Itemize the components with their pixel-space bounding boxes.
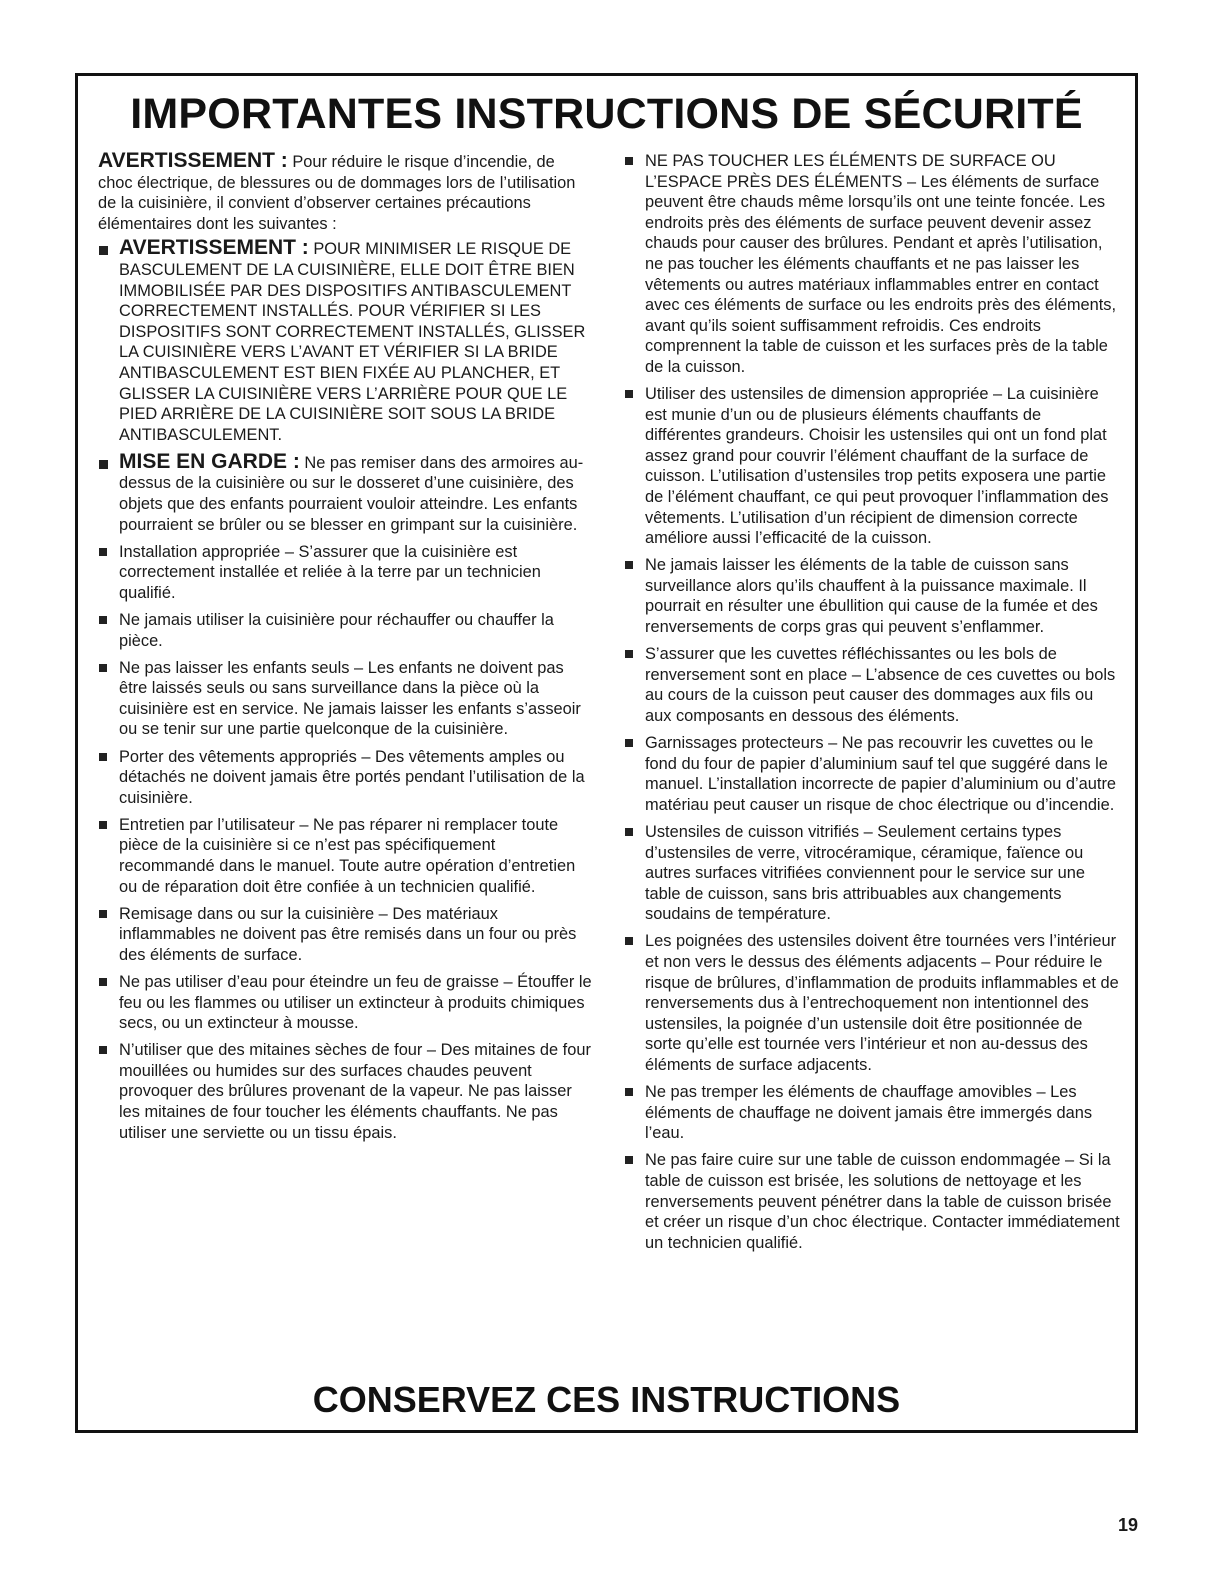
safety-box	[75, 73, 1138, 1433]
list-item: Ne pas faire cuire sur une table de cuisson endommagée – Si la table de cuisson est brisée, les solutions de nettoyage et les renversements peuvent pénétrer dans la table de cuisson brisée et créer un risque d’un choc électrique. Contacter immédiatement un technicien qualifié.	[624, 1150, 1120, 1253]
list-item: S’assurer que les cuvettes réfléchissantes ou les bols de renversement sont en place – L’absence de ces cuvettes ou bols au cours de la cuisson peut causer des dommages aux fils ou aux composants en dessous des éléments.	[624, 644, 1120, 726]
footer-title: CONSERVEZ CES INSTRUCTIONS	[312, 1379, 901, 1420]
bullet-icon	[99, 910, 107, 918]
bullet-icon	[625, 390, 633, 398]
intro-paragraph	[98, 151, 592, 234]
list-item: Installation appropriée – S’assurer que la cuisinière est correctement installée et reliée à la terre par un technicien qualifié.	[98, 542, 592, 604]
bullet-icon	[625, 1156, 633, 1164]
bullet-icon	[625, 1088, 633, 1096]
page-number: 19	[1118, 1515, 1139, 1535]
bullet-icon	[625, 739, 633, 747]
list-item: Entretien par l’utilisateur – Ne pas réparer ni remplacer toute pièce de la cuisinière si ce n’est pas spécifiquement recommandé dans le manuel. Toute autre opération d’entretien ou de réparation doit être confiée à un technicien qualifié.	[98, 815, 592, 897]
bullet-icon	[99, 821, 107, 829]
left-bullet-list	[98, 238, 592, 1143]
list-item: Ne jamais laisser les éléments de la table de cuisson sans surveillance alors qu’ils chauffent à la puissance maximale. Il pourrait en résulter une ébullition qui cause de la fumée et des renversements de corps gras qui peuvent s’enflammer.	[624, 555, 1120, 637]
intro-text: Pour réduire le risque d’incendie, de choc électrique, de blessures ou de dommages lors de l’utilisation de la cuisinière, il convient d’observer certaines précautions élémentaires dont les suivantes :	[98, 153, 576, 233]
list-item: Utiliser des ustensiles de dimension appropriée – La cuisinière est munie d’un ou de plusieurs éléments chauffants de différentes grandeurs. Choisir les ustensiles qui ont un fond plat assez grand pour couvrir l’élément chauffant de la surface de cuisson. L’utilisation d’ustensiles trop petits exposera une partie de l’élément chauffant, ce qui peut provoquer l’inflammation des vêtements. L’utilisation d’un récipient de dimension correcte améliore aussi l’efficacité de la cuisson.	[624, 384, 1120, 549]
bullet-icon	[99, 548, 107, 556]
bullet-icon	[99, 246, 108, 255]
list-item: Ne pas tremper les éléments de chauffage amovibles – Les éléments de chauffage ne doivent jamais être immergés dans l’eau.	[624, 1082, 1120, 1144]
list-item: AVERTISSEMENT : POUR MINIMISER LE RISQUE DE BASCULEMENT DE LA CUISINIÈRE, ELLE DOIT ÊTRE BIEN IMMOBILISÉE PAR DES DISPOSITIFS ANTIBASCULEMENT CORRECTEMENT INSTALLÉS. POUR VÉRIFIER SI LES DISPOSITIFS SONT CORRECTEMENT INSTALLÉS, GLISSER LA CUISINIÈRE VERS L’AVANT ET VÉRIFIER SI LA BRIDE ANTIBASCULEMENT EST BIEN FIXÉE AU PLANCHER, ET GLISSER LA CUISINIÈRE VERS L’ARRIÈRE POUR QUE LE PIED ARRIÈRE DE LA CUISINIÈRE SOIT SOUS LA BRIDE ANTIBASCULEMENT.	[98, 238, 592, 445]
bullet-icon	[99, 1046, 107, 1054]
list-item: Les poignées des ustensiles doivent être tournées vers l’intérieur et non vers le dessus des éléments adjacents – Pour réduire le risque de brûlures, d’inflammation de produits inflammables et de renversements dus à l’entrechoquement non intentionnel des ustensiles, la poignée d’un ustensile doit être positionnée de sorte qu’elle est tournée vers l’intérieur et non au-dessus des éléments de surface adjacents.	[624, 931, 1120, 1075]
list-item: MISE EN GARDE : Ne pas remiser dans des armoires au-dessus de la cuisinière ou sur le dosseret d’une cuisinière, des objets que des enfants pourraient vouloir atteindre. Les enfants pourraient se brûler ou se blesser en grimpant sur la cuisinière.	[98, 452, 592, 535]
bullet-icon	[625, 650, 633, 658]
bullet-icon	[625, 937, 633, 945]
list-item: Ne jamais utiliser la cuisinière pour réchauffer ou chauffer la pièce.	[98, 610, 592, 651]
list-item: Remisage dans ou sur la cuisinière – Des matériaux inflammables ne doivent pas être remisés dans un four ou près des éléments de surface.	[98, 904, 592, 966]
list-item: Ne pas laisser les enfants seuls – Les enfants ne doivent pas être laissés seuls ou sans surveillance dans la pièce où la cuisinière est en service. Ne jamais laisser les enfants s’asseoir ou se tenir sur une partie quelconque de la cuisinière.	[98, 658, 592, 740]
bullet-icon	[625, 828, 633, 836]
right-column	[624, 151, 1120, 1260]
list-item: Porter des vêtements appropriés – Des vêtements amples ou détachés ne doivent jamais être portés pendant l’utilisation de la cuisinière.	[98, 747, 592, 809]
bullet-icon	[99, 616, 107, 624]
list-item: Ne pas utiliser d’eau pour éteindre un feu de graisse – Étouffer le feu ou les flammes ou utiliser un extincteur à produits chimiques secs, ou un extincteur à mousse.	[98, 972, 592, 1034]
left-column	[98, 151, 592, 1150]
bullet-icon	[99, 664, 107, 672]
list-item: NE PAS TOUCHER LES ÉLÉMENTS DE SURFACE OU L’ESPACE PRÈS DES ÉLÉMENTS – Les éléments de surface peuvent être chauds même lorsqu’ils ont une teinte foncée. Les endroits près des éléments de surface peuvent devenir assez chauds pour causer des brûlures. Pendant et après l’utilisation, ne pas toucher les éléments chauffants et ne pas laisser les vêtements ou autres matériaux inflammables entrer en contact avec ces éléments de surface ou les endroits près des éléments, avant qu’ils soient suffisamment refroidis. Ces endroits comprennent la table de cuisson et les surfaces près de la table de la cuisson.	[624, 151, 1120, 378]
intro-lead: AVERTISSEMENT :	[98, 149, 288, 172]
bullet-icon	[625, 561, 633, 569]
right-bullet-list	[624, 151, 1120, 1253]
bullet-icon	[99, 460, 108, 469]
list-item: Ustensiles de cuisson vitrifiés – Seulement certains types d’ustensiles de verre, vitrocéramique, céramique, faïence ou autres surfaces vitrifiées conviennent pour le service sur une table de cuisson, sans bris attribuables aux changements soudains de température.	[624, 822, 1120, 925]
list-item: N’utiliser que des mitaines sèches de four – Des mitaines de four mouillées ou humides sur des surfaces chaudes peuvent provoquer des brûlures provenant de la vapeur. Ne pas laisser les mitaines de four toucher les éléments chauffants. Ne pas utiliser une serviette ou un tissu épais.	[98, 1040, 592, 1143]
page-title: IMPORTANTES INSTRUCTIONS DE SÉCURITÉ	[130, 90, 1083, 138]
bullet-icon	[625, 157, 633, 165]
bullet-icon	[99, 753, 107, 761]
list-item: Garnissages protecteurs – Ne pas recouvrir les cuvettes ou le fond du four de papier d’aluminium sauf tel que suggéré dans le manuel. L’installation incorrecte de papier d’aluminium ou d’autre matériau peut causer un risque de choc électrique ou d’incendie.	[624, 733, 1120, 815]
bullet-icon	[99, 978, 107, 986]
